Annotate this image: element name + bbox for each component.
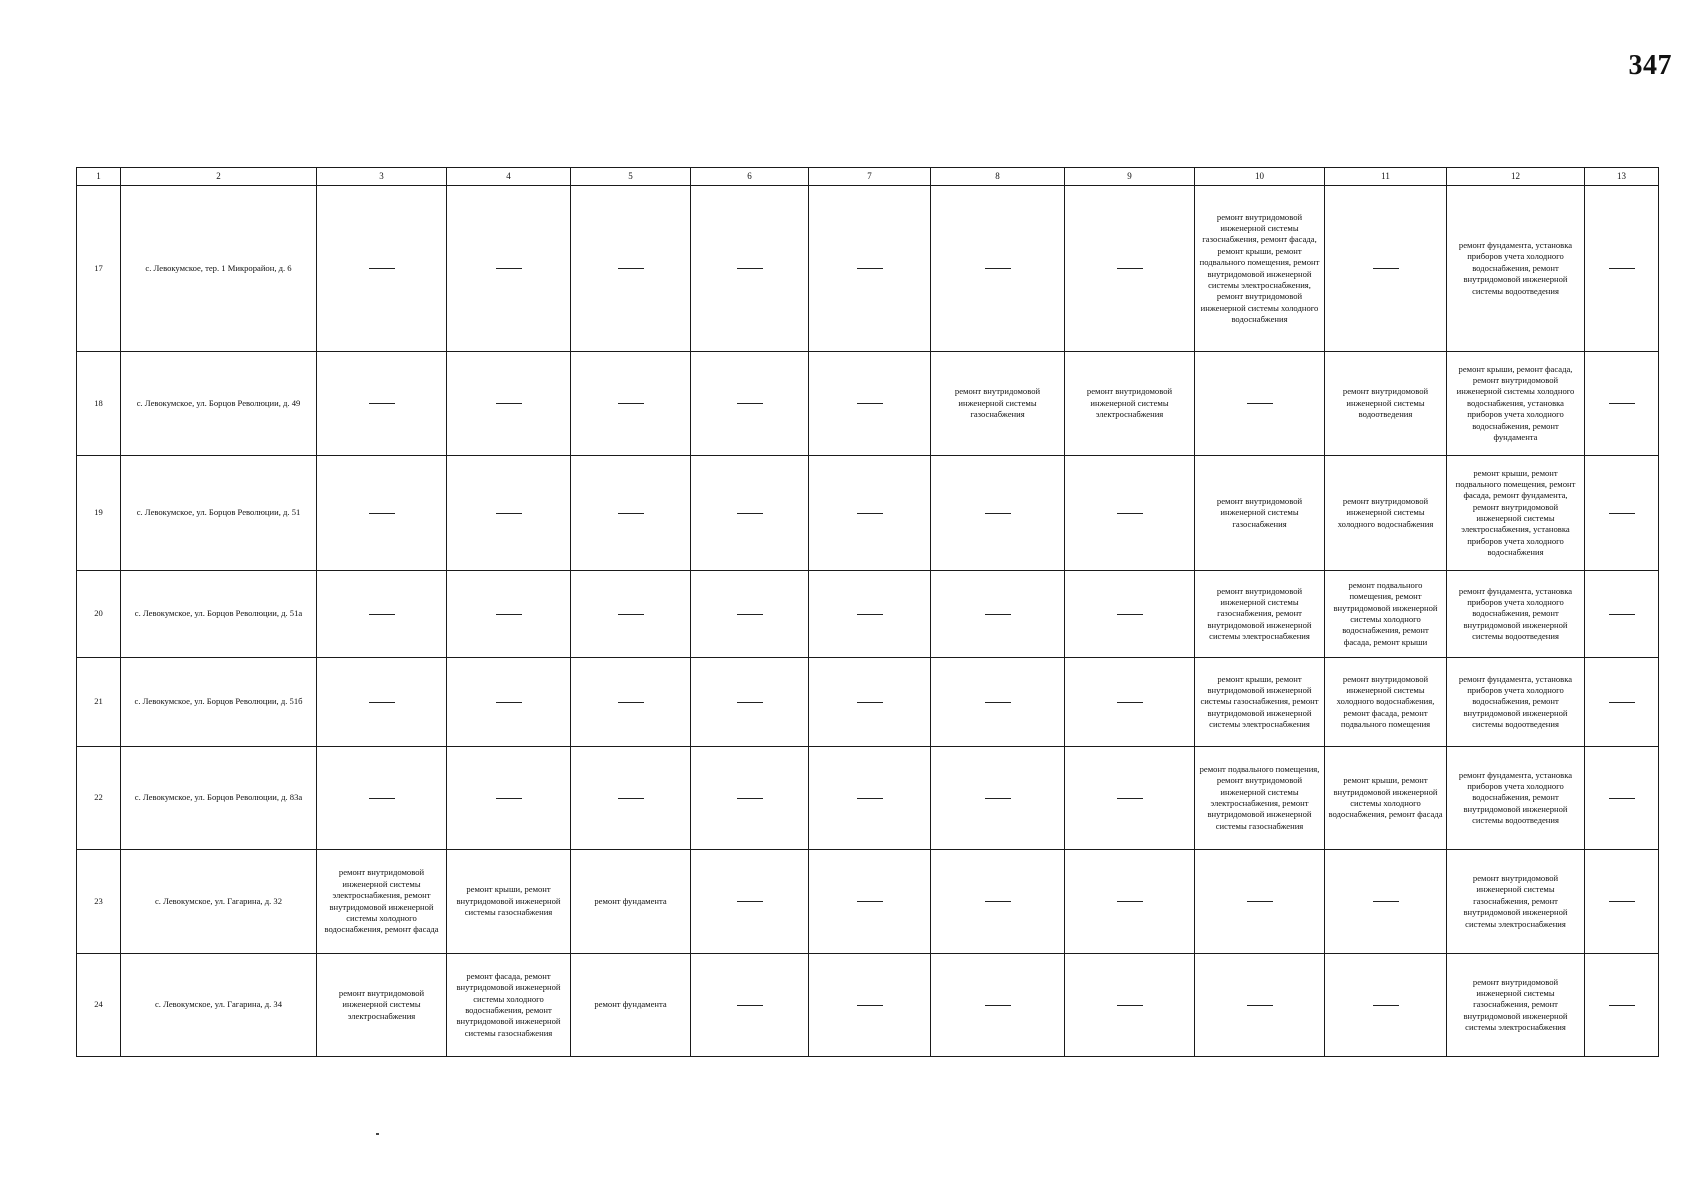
empty-cell <box>1195 954 1325 1057</box>
column-number: 6 <box>691 168 809 186</box>
empty-cell <box>931 186 1065 352</box>
dash-mark <box>857 1005 883 1006</box>
address-cell: с. Левокумское, ул. Гагарина, д. 32 <box>121 850 317 954</box>
table-row <box>77 352 1659 456</box>
empty-cell <box>1065 747 1195 850</box>
dash-mark <box>985 798 1011 799</box>
empty-cell <box>1585 571 1659 658</box>
address-cell: с. Левокумское, ул. Борцов Революции, д. 51 <box>121 456 317 571</box>
empty-cell <box>691 747 809 850</box>
dash-mark <box>857 901 883 902</box>
dash-mark <box>1247 901 1273 902</box>
address-cell: с. Левокумское, ул. Борцов Революции, д. 51а <box>121 571 317 658</box>
table-row <box>77 658 1659 747</box>
work-cell: ремонт подвального помещения, ремонт внутридомовой инженерной системы холодного водоснабжения, ремонт фасада, ремонт крыши <box>1325 571 1447 658</box>
dash-mark <box>1117 513 1143 514</box>
dash-mark <box>737 403 763 404</box>
column-number: 12 <box>1447 168 1585 186</box>
dash-mark <box>857 513 883 514</box>
dash-mark <box>737 798 763 799</box>
empty-cell <box>691 352 809 456</box>
work-cell: ремонт внутридомовой инженерной системы электроснабжения <box>317 954 447 1057</box>
empty-cell <box>691 571 809 658</box>
empty-cell <box>317 186 447 352</box>
empty-cell <box>691 456 809 571</box>
empty-cell <box>1195 850 1325 954</box>
row-number: 19 <box>77 456 121 571</box>
row-number: 18 <box>77 352 121 456</box>
table-row <box>77 850 1659 954</box>
dash-mark <box>618 798 644 799</box>
dash-mark <box>496 702 522 703</box>
stray-mark <box>376 1133 379 1135</box>
empty-cell <box>571 352 691 456</box>
column-number: 10 <box>1195 168 1325 186</box>
work-cell: ремонт фундамента <box>571 850 691 954</box>
dash-mark <box>1609 798 1635 799</box>
dash-mark <box>1609 702 1635 703</box>
empty-cell <box>931 658 1065 747</box>
work-cell: ремонт фундамента, установка приборов учета холодного водоснабжения, ремонт внутридомовой инженерной системы водоотведения <box>1447 658 1585 747</box>
empty-cell <box>1065 658 1195 747</box>
empty-cell <box>809 658 931 747</box>
empty-cell <box>1195 352 1325 456</box>
column-number-row <box>77 168 1659 186</box>
work-cell: ремонт фундамента, установка приборов учета холодного водоснабжения, ремонт внутридомовой инженерной системы водоотведения <box>1447 186 1585 352</box>
dash-mark <box>618 702 644 703</box>
empty-cell <box>1585 658 1659 747</box>
dash-mark <box>985 1005 1011 1006</box>
dash-mark <box>496 268 522 269</box>
empty-cell <box>317 571 447 658</box>
dash-mark <box>857 614 883 615</box>
row-number: 20 <box>77 571 121 658</box>
repair-schedule-table <box>76 167 1659 1057</box>
empty-cell <box>1065 571 1195 658</box>
empty-cell <box>571 456 691 571</box>
work-cell: ремонт фундамента, установка приборов учета холодного водоснабжения, ремонт внутридомовой инженерной системы водоотведения <box>1447 747 1585 850</box>
address-cell: с. Левокумское, ул. Борцов Революции, д. 51б <box>121 658 317 747</box>
work-cell: ремонт крыши, ремонт внутридомовой инженерной системы холодного водоснабжения, ремонт фасада <box>1325 747 1447 850</box>
dash-mark <box>369 702 395 703</box>
dash-mark <box>496 798 522 799</box>
dash-mark <box>1609 403 1635 404</box>
work-cell: ремонт внутридомовой инженерной системы газоснабжения, ремонт внутридомовой инженерной системы электроснабжения <box>1447 954 1585 1057</box>
dash-mark <box>1117 268 1143 269</box>
empty-cell <box>317 658 447 747</box>
empty-cell <box>1325 850 1447 954</box>
dash-mark <box>985 513 1011 514</box>
empty-cell <box>691 186 809 352</box>
dash-mark <box>496 513 522 514</box>
empty-cell <box>931 747 1065 850</box>
dash-mark <box>985 614 1011 615</box>
dash-mark <box>369 614 395 615</box>
work-cell: ремонт внутридомовой инженерной системы газоснабжения, ремонт внутридомовой инженерной системы электроснабжения <box>1447 850 1585 954</box>
dash-mark <box>618 403 644 404</box>
address-cell: с. Левокумское, ул. Борцов Революции, д. 49 <box>121 352 317 456</box>
empty-cell <box>931 954 1065 1057</box>
dash-mark <box>857 403 883 404</box>
dash-mark <box>496 614 522 615</box>
row-number: 23 <box>77 850 121 954</box>
empty-cell <box>447 571 571 658</box>
table-row <box>77 954 1659 1057</box>
work-cell: ремонт крыши, ремонт внутридомовой инженерной системы газоснабжения <box>447 850 571 954</box>
row-number: 17 <box>77 186 121 352</box>
empty-cell <box>571 658 691 747</box>
dash-mark <box>1117 798 1143 799</box>
dash-mark <box>1373 268 1399 269</box>
dash-mark <box>1117 901 1143 902</box>
work-cell: ремонт внутридомовой инженерной системы газоснабжения, ремонт внутридомовой инженерной системы электроснабжения <box>1195 571 1325 658</box>
column-number: 11 <box>1325 168 1447 186</box>
dash-mark <box>369 268 395 269</box>
row-number: 24 <box>77 954 121 1057</box>
column-number: 2 <box>121 168 317 186</box>
table-row <box>77 186 1659 352</box>
empty-cell <box>931 456 1065 571</box>
empty-cell <box>809 352 931 456</box>
dash-mark <box>369 798 395 799</box>
empty-cell <box>1325 186 1447 352</box>
empty-cell <box>809 186 931 352</box>
empty-cell <box>317 456 447 571</box>
empty-cell <box>1585 954 1659 1057</box>
column-number: 5 <box>571 168 691 186</box>
empty-cell <box>809 850 931 954</box>
row-number: 21 <box>77 658 121 747</box>
dash-mark <box>737 901 763 902</box>
dash-mark <box>369 403 395 404</box>
dash-mark <box>985 901 1011 902</box>
dash-mark <box>857 798 883 799</box>
work-cell: ремонт внутридомовой инженерной системы электроснабжения, ремонт внутридомовой инженерной системы холодного водоснабжения, ремонт фасада <box>317 850 447 954</box>
empty-cell <box>571 571 691 658</box>
empty-cell <box>931 571 1065 658</box>
dash-mark <box>985 268 1011 269</box>
empty-cell <box>809 954 931 1057</box>
empty-cell <box>571 186 691 352</box>
dash-mark <box>1117 1005 1143 1006</box>
dash-mark <box>1247 1005 1273 1006</box>
empty-cell <box>691 954 809 1057</box>
dash-mark <box>1609 268 1635 269</box>
empty-cell <box>1585 456 1659 571</box>
table-row <box>77 456 1659 571</box>
empty-cell <box>1065 456 1195 571</box>
dash-mark <box>737 1005 763 1006</box>
work-cell: ремонт внутридомовой инженерной системы холодного водоснабжения, ремонт фасада, ремонт подвального помещения <box>1325 658 1447 747</box>
dash-mark <box>737 513 763 514</box>
column-number: 1 <box>77 168 121 186</box>
empty-cell <box>1585 850 1659 954</box>
empty-cell <box>317 352 447 456</box>
column-number: 4 <box>447 168 571 186</box>
empty-cell <box>809 747 931 850</box>
dash-mark <box>1117 614 1143 615</box>
column-number: 13 <box>1585 168 1659 186</box>
row-number: 22 <box>77 747 121 850</box>
empty-cell <box>809 571 931 658</box>
work-cell: ремонт внутридомовой инженерной системы газоснабжения <box>931 352 1065 456</box>
work-cell: ремонт фундамента, установка приборов учета холодного водоснабжения, ремонт внутридомовой инженерной системы водоотведения <box>1447 571 1585 658</box>
table-row <box>77 747 1659 850</box>
column-number: 7 <box>809 168 931 186</box>
work-cell: ремонт внутридомовой инженерной системы газоснабжения, ремонт фасада, ремонт крыши, ремонт подвального помещения, ремонт внутридомовой инженерной системы электроснабжения, ремонт внутридомовой инженерной системы холодного водоснабжения <box>1195 186 1325 352</box>
dash-mark <box>985 702 1011 703</box>
empty-cell <box>447 352 571 456</box>
work-cell: ремонт крыши, ремонт подвального помещения, ремонт фасада, ремонт фундамента, ремонт внутридомовой инженерной системы электроснабжения, установка приборов учета холодного водоснабжения <box>1447 456 1585 571</box>
empty-cell <box>809 456 931 571</box>
empty-cell <box>1585 747 1659 850</box>
empty-cell <box>1065 850 1195 954</box>
dash-mark <box>857 702 883 703</box>
empty-cell <box>1585 352 1659 456</box>
dash-mark <box>618 513 644 514</box>
table-row <box>77 571 1659 658</box>
work-cell: ремонт внутридомовой инженерной системы холодного водоснабжения <box>1325 456 1447 571</box>
column-number: 3 <box>317 168 447 186</box>
empty-cell <box>1065 186 1195 352</box>
work-cell: ремонт фасада, ремонт внутридомовой инженерной системы холодного водоснабжения, ремонт внутридомовой инженерной системы газоснабжения <box>447 954 571 1057</box>
empty-cell <box>1325 954 1447 1057</box>
dash-mark <box>1247 403 1273 404</box>
dash-mark <box>369 513 395 514</box>
empty-cell <box>447 456 571 571</box>
dash-mark <box>737 268 763 269</box>
dash-mark <box>857 268 883 269</box>
dash-mark <box>618 614 644 615</box>
dash-mark <box>1373 1005 1399 1006</box>
work-cell: ремонт крыши, ремонт фасада, ремонт внутридомовой инженерной системы холодного водоснабжения, установка приборов учета холодного водоснабжения, ремонт фундамента <box>1447 352 1585 456</box>
address-cell: с. Левокумское, ул. Борцов Революции, д. 83а <box>121 747 317 850</box>
empty-cell <box>571 747 691 850</box>
address-cell: с. Левокумское, ул. Гагарина, д. 34 <box>121 954 317 1057</box>
work-cell: ремонт крыши, ремонт внутридомовой инженерной системы газоснабжения, ремонт внутридомовой инженерной системы электроснабжения <box>1195 658 1325 747</box>
empty-cell <box>447 747 571 850</box>
dash-mark <box>1609 1005 1635 1006</box>
empty-cell <box>447 658 571 747</box>
dash-mark <box>1609 513 1635 514</box>
work-cell: ремонт подвального помещения, ремонт внутридомовой инженерной системы электроснабжения, ремонт внутридомовой инженерной системы газоснабжения <box>1195 747 1325 850</box>
empty-cell <box>931 850 1065 954</box>
dash-mark <box>1373 901 1399 902</box>
page-number: 347 <box>1628 50 1672 81</box>
empty-cell <box>691 850 809 954</box>
work-cell: ремонт внутридомовой инженерной системы водоотведения <box>1325 352 1447 456</box>
dash-mark <box>737 702 763 703</box>
work-cell: ремонт внутридомовой инженерной системы газоснабжения <box>1195 456 1325 571</box>
empty-cell <box>317 747 447 850</box>
empty-cell <box>1065 954 1195 1057</box>
empty-cell <box>447 186 571 352</box>
dash-mark <box>618 268 644 269</box>
dash-mark <box>1117 702 1143 703</box>
dash-mark <box>496 403 522 404</box>
column-number: 8 <box>931 168 1065 186</box>
dash-mark <box>737 614 763 615</box>
dash-mark <box>1609 614 1635 615</box>
address-cell: с. Левокумское, тер. 1 Микрорайон, д. 6 <box>121 186 317 352</box>
empty-cell <box>1585 186 1659 352</box>
table-body <box>77 186 1659 1057</box>
column-number: 9 <box>1065 168 1195 186</box>
empty-cell <box>691 658 809 747</box>
work-cell: ремонт фундамента <box>571 954 691 1057</box>
dash-mark <box>1609 901 1635 902</box>
work-cell: ремонт внутридомовой инженерной системы электроснабжения <box>1065 352 1195 456</box>
